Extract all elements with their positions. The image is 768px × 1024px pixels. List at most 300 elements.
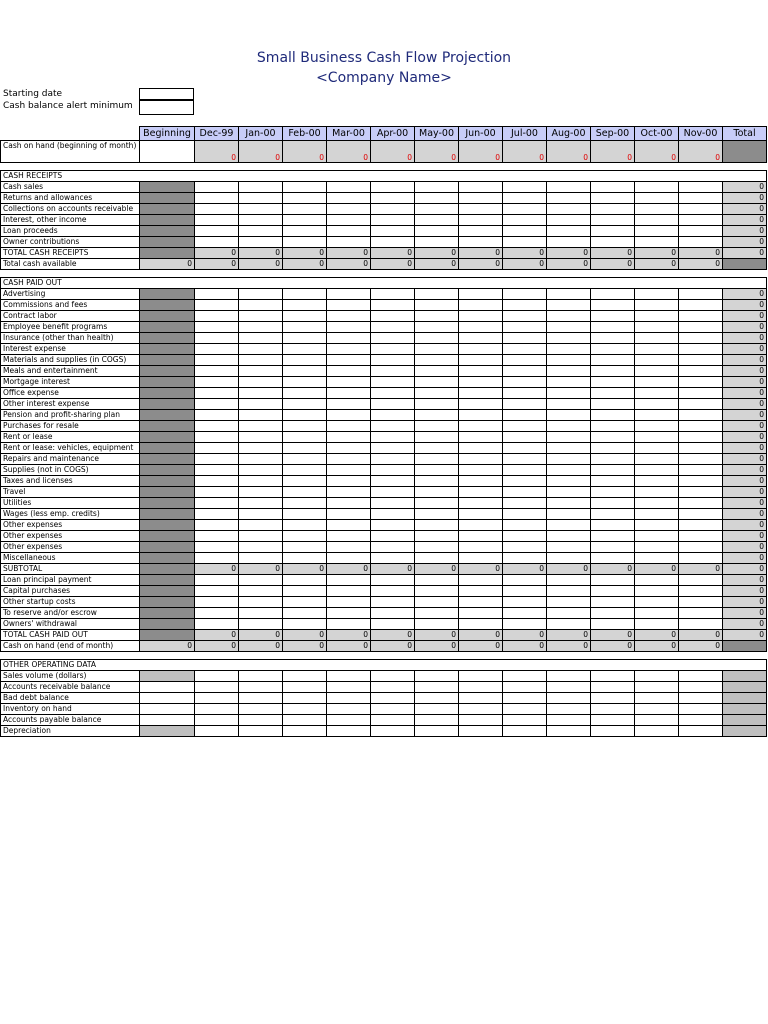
value-cell[interactable] [283,487,327,498]
value-cell[interactable] [415,487,459,498]
value-cell[interactable] [283,715,327,726]
value-cell[interactable] [371,410,415,421]
value-cell[interactable] [195,289,239,300]
value-cell[interactable] [459,366,503,377]
value-cell[interactable] [371,366,415,377]
value-cell[interactable] [195,487,239,498]
value-cell[interactable] [195,597,239,608]
value-cell[interactable] [503,619,547,630]
value-cell[interactable] [415,193,459,204]
value-cell[interactable] [327,597,371,608]
value-cell[interactable] [635,509,679,520]
value-cell[interactable] [591,443,635,454]
value-cell[interactable] [547,509,591,520]
value-cell[interactable] [503,333,547,344]
value-cell[interactable] [459,388,503,399]
value-cell[interactable] [327,715,371,726]
value-cell[interactable] [635,465,679,476]
value-cell[interactable] [591,704,635,715]
value-cell[interactable] [283,476,327,487]
value-cell[interactable] [371,226,415,237]
beginning-cell[interactable] [140,704,195,715]
value-cell[interactable] [547,399,591,410]
value-cell[interactable] [547,608,591,619]
value-cell[interactable] [415,454,459,465]
value-cell[interactable] [459,289,503,300]
value-cell[interactable] [415,682,459,693]
value-cell[interactable] [239,726,283,737]
value-cell[interactable] [283,465,327,476]
value-cell[interactable] [327,355,371,366]
value-cell[interactable] [195,388,239,399]
value-cell[interactable] [371,182,415,193]
value-cell[interactable] [547,454,591,465]
value-cell[interactable] [635,608,679,619]
value-cell[interactable] [239,289,283,300]
value-cell[interactable] [459,454,503,465]
value-cell[interactable] [503,575,547,586]
value-cell[interactable] [415,704,459,715]
value-cell[interactable] [679,215,723,226]
value-cell[interactable] [679,289,723,300]
value-cell[interactable] [503,476,547,487]
value-cell[interactable] [679,586,723,597]
value-cell[interactable] [503,377,547,388]
beginning-cell[interactable] [140,141,195,163]
value-cell[interactable] [547,333,591,344]
value-cell[interactable] [283,344,327,355]
value-cell[interactable] [459,421,503,432]
value-cell[interactable] [415,542,459,553]
value-cell[interactable] [283,575,327,586]
value-cell[interactable] [195,454,239,465]
value-cell[interactable] [591,289,635,300]
value-cell[interactable] [503,715,547,726]
value-cell[interactable] [239,182,283,193]
value-cell[interactable] [371,693,415,704]
value-cell[interactable] [635,487,679,498]
value-cell[interactable] [591,333,635,344]
value-cell[interactable] [635,355,679,366]
value-cell[interactable] [195,237,239,248]
value-cell[interactable] [415,693,459,704]
value-cell[interactable] [547,410,591,421]
value-cell[interactable] [371,289,415,300]
value-cell[interactable] [503,704,547,715]
value-cell[interactable] [283,289,327,300]
value-cell[interactable] [679,619,723,630]
value-cell[interactable] [459,215,503,226]
value-cell[interactable] [459,509,503,520]
value-cell[interactable] [415,421,459,432]
value-cell[interactable] [679,531,723,542]
value-cell[interactable] [239,704,283,715]
value-cell[interactable] [327,608,371,619]
value-cell[interactable] [371,204,415,215]
value-cell[interactable] [635,693,679,704]
value-cell[interactable] [195,399,239,410]
value-cell[interactable] [679,671,723,682]
value-cell[interactable] [503,311,547,322]
value-cell[interactable] [547,476,591,487]
value-cell[interactable] [239,509,283,520]
value-cell[interactable] [195,619,239,630]
value-cell[interactable] [195,377,239,388]
value-cell[interactable] [195,498,239,509]
value-cell[interactable] [547,344,591,355]
value-cell[interactable] [239,377,283,388]
value-cell[interactable] [547,498,591,509]
value-cell[interactable] [635,237,679,248]
value-cell[interactable] [415,388,459,399]
value-cell[interactable] [503,355,547,366]
value-cell[interactable] [371,421,415,432]
value-cell[interactable] [547,726,591,737]
value-cell[interactable] [283,237,327,248]
value-cell[interactable] [371,333,415,344]
value-cell[interactable] [195,410,239,421]
value-cell[interactable] [283,704,327,715]
value-cell[interactable] [591,388,635,399]
value-cell[interactable] [503,682,547,693]
value-cell[interactable] [459,333,503,344]
value-cell[interactable] [679,322,723,333]
value-cell[interactable] [591,182,635,193]
value-cell[interactable] [635,671,679,682]
value-cell[interactable] [415,498,459,509]
value-cell[interactable] [239,333,283,344]
value-cell[interactable] [195,531,239,542]
value-cell[interactable] [459,597,503,608]
value-cell[interactable] [459,619,503,630]
value-cell[interactable] [327,487,371,498]
value-cell[interactable] [283,586,327,597]
value-cell[interactable] [503,608,547,619]
value-cell[interactable] [679,553,723,564]
value-cell[interactable] [283,377,327,388]
value-cell[interactable] [327,215,371,226]
value-cell[interactable] [503,726,547,737]
value-cell[interactable] [459,399,503,410]
value-cell[interactable] [635,410,679,421]
value-cell[interactable] [591,619,635,630]
value-cell[interactable] [283,671,327,682]
value-cell[interactable] [283,597,327,608]
value-cell[interactable] [547,322,591,333]
value-cell[interactable] [591,682,635,693]
value-cell[interactable] [283,531,327,542]
value-cell[interactable] [371,300,415,311]
value-cell[interactable] [195,421,239,432]
value-cell[interactable] [371,704,415,715]
value-cell[interactable] [327,454,371,465]
value-cell[interactable] [591,421,635,432]
value-cell[interactable] [283,682,327,693]
value-cell[interactable] [635,226,679,237]
value-cell[interactable] [239,215,283,226]
value-cell[interactable] [327,289,371,300]
value-cell[interactable] [327,465,371,476]
value-cell[interactable] [503,597,547,608]
value-cell[interactable] [679,410,723,421]
value-cell[interactable] [679,465,723,476]
value-cell[interactable] [591,226,635,237]
value-cell[interactable] [591,575,635,586]
value-cell[interactable] [547,597,591,608]
value-cell[interactable] [635,204,679,215]
value-cell[interactable] [503,553,547,564]
value-cell[interactable] [635,443,679,454]
value-cell[interactable] [327,498,371,509]
value-cell[interactable] [195,509,239,520]
value-cell[interactable] [327,410,371,421]
value-cell[interactable] [547,421,591,432]
value-cell[interactable] [679,204,723,215]
value-cell[interactable] [503,509,547,520]
value-cell[interactable] [679,388,723,399]
value-cell[interactable] [547,715,591,726]
value-cell[interactable] [503,289,547,300]
value-cell[interactable] [547,704,591,715]
value-cell[interactable] [283,333,327,344]
value-cell[interactable] [239,344,283,355]
value-cell[interactable] [327,300,371,311]
value-cell[interactable] [327,693,371,704]
value-cell[interactable] [283,608,327,619]
value-cell[interactable] [635,575,679,586]
value-cell[interactable] [371,311,415,322]
value-cell[interactable] [591,454,635,465]
value-cell[interactable] [239,531,283,542]
value-cell[interactable] [591,726,635,737]
value-cell[interactable] [459,682,503,693]
value-cell[interactable] [371,355,415,366]
value-cell[interactable] [459,693,503,704]
value-cell[interactable] [635,531,679,542]
value-cell[interactable] [415,597,459,608]
value-cell[interactable] [327,182,371,193]
value-cell[interactable] [195,182,239,193]
value-cell[interactable] [195,704,239,715]
value-cell[interactable] [327,575,371,586]
value-cell[interactable] [371,509,415,520]
value-cell[interactable] [547,682,591,693]
value-cell[interactable] [195,693,239,704]
value-cell[interactable] [327,421,371,432]
value-cell[interactable] [459,726,503,737]
value-cell[interactable] [239,443,283,454]
value-cell[interactable] [371,454,415,465]
value-cell[interactable] [327,542,371,553]
value-cell[interactable] [371,542,415,553]
value-cell[interactable] [591,344,635,355]
value-cell[interactable] [591,215,635,226]
value-cell[interactable] [459,531,503,542]
value-cell[interactable] [679,726,723,737]
value-cell[interactable] [371,619,415,630]
value-cell[interactable] [547,193,591,204]
value-cell[interactable] [415,322,459,333]
value-cell[interactable] [547,432,591,443]
value-cell[interactable] [547,553,591,564]
value-cell[interactable] [327,432,371,443]
value-cell[interactable] [679,182,723,193]
value-cell[interactable] [283,498,327,509]
value-cell[interactable] [239,619,283,630]
value-cell[interactable] [547,487,591,498]
value-cell[interactable] [371,726,415,737]
value-cell[interactable] [327,682,371,693]
value-cell[interactable] [547,226,591,237]
value-cell[interactable] [239,237,283,248]
value-cell[interactable] [283,443,327,454]
value-cell[interactable] [415,399,459,410]
value-cell[interactable] [503,399,547,410]
value-cell[interactable] [547,311,591,322]
value-cell[interactable] [371,608,415,619]
value-cell[interactable] [591,322,635,333]
value-cell[interactable] [547,619,591,630]
value-cell[interactable] [459,704,503,715]
value-cell[interactable] [239,586,283,597]
value-cell[interactable] [239,487,283,498]
value-cell[interactable] [195,520,239,531]
value-cell[interactable] [415,300,459,311]
value-cell[interactable] [195,333,239,344]
value-cell[interactable] [459,520,503,531]
value-cell[interactable] [459,575,503,586]
value-cell[interactable] [591,237,635,248]
value-cell[interactable] [371,344,415,355]
beginning-cell[interactable] [140,715,195,726]
value-cell[interactable] [635,704,679,715]
value-cell[interactable] [415,443,459,454]
value-cell[interactable] [591,377,635,388]
value-cell[interactable] [591,553,635,564]
beginning-cell[interactable] [140,682,195,693]
value-cell[interactable] [239,204,283,215]
value-cell[interactable] [327,344,371,355]
value-cell[interactable] [239,553,283,564]
value-cell[interactable] [503,193,547,204]
value-cell[interactable] [547,377,591,388]
value-cell[interactable] [239,465,283,476]
value-cell[interactable] [591,204,635,215]
value-cell[interactable] [635,377,679,388]
value-cell[interactable] [679,575,723,586]
value-cell[interactable] [195,226,239,237]
value-cell[interactable] [239,575,283,586]
value-cell[interactable] [195,476,239,487]
value-cell[interactable] [635,421,679,432]
value-cell[interactable] [327,237,371,248]
value-cell[interactable] [283,204,327,215]
value-cell[interactable] [195,215,239,226]
value-cell[interactable] [195,432,239,443]
value-cell[interactable] [547,542,591,553]
value-cell[interactable] [415,586,459,597]
value-cell[interactable] [503,693,547,704]
value-cell[interactable] [503,498,547,509]
value-cell[interactable] [591,520,635,531]
value-cell[interactable] [195,300,239,311]
value-cell[interactable] [239,520,283,531]
value-cell[interactable] [635,289,679,300]
value-cell[interactable] [679,399,723,410]
value-cell[interactable] [415,355,459,366]
value-cell[interactable] [635,182,679,193]
value-cell[interactable] [591,432,635,443]
value-cell[interactable] [547,575,591,586]
value-cell[interactable] [503,237,547,248]
value-cell[interactable] [547,289,591,300]
value-cell[interactable] [327,671,371,682]
value-cell[interactable] [459,443,503,454]
value-cell[interactable] [635,399,679,410]
value-cell[interactable] [371,520,415,531]
value-cell[interactable] [371,465,415,476]
value-cell[interactable] [679,226,723,237]
value-cell[interactable] [547,237,591,248]
value-cell[interactable] [239,682,283,693]
value-cell[interactable] [283,215,327,226]
value-cell[interactable] [459,476,503,487]
value-cell[interactable] [195,311,239,322]
value-cell[interactable] [415,520,459,531]
value-cell[interactable] [327,333,371,344]
value-cell[interactable] [459,204,503,215]
value-cell[interactable] [679,300,723,311]
value-cell[interactable] [415,311,459,322]
value-cell[interactable] [283,553,327,564]
value-cell[interactable] [679,421,723,432]
value-cell[interactable] [371,553,415,564]
value-cell[interactable] [415,715,459,726]
value-cell[interactable] [591,693,635,704]
value-cell[interactable] [591,311,635,322]
value-cell[interactable] [415,509,459,520]
value-cell[interactable] [415,465,459,476]
value-cell[interactable] [503,366,547,377]
value-cell[interactable] [679,333,723,344]
value-cell[interactable] [239,608,283,619]
value-cell[interactable] [327,377,371,388]
value-cell[interactable] [415,531,459,542]
value-cell[interactable] [591,193,635,204]
value-cell[interactable] [371,237,415,248]
value-cell[interactable] [547,520,591,531]
value-cell[interactable] [547,366,591,377]
value-cell[interactable] [679,432,723,443]
value-cell[interactable] [503,454,547,465]
value-cell[interactable] [635,586,679,597]
value-cell[interactable] [415,237,459,248]
value-cell[interactable] [459,432,503,443]
value-cell[interactable] [327,509,371,520]
value-cell[interactable] [239,322,283,333]
value-cell[interactable] [591,542,635,553]
value-cell[interactable] [415,726,459,737]
value-cell[interactable] [591,487,635,498]
value-cell[interactable] [635,715,679,726]
value-cell[interactable] [459,608,503,619]
alert-minimum-field[interactable] [139,100,194,115]
value-cell[interactable] [547,388,591,399]
value-cell[interactable] [635,333,679,344]
value-cell[interactable] [679,366,723,377]
value-cell[interactable] [679,693,723,704]
value-cell[interactable] [635,300,679,311]
